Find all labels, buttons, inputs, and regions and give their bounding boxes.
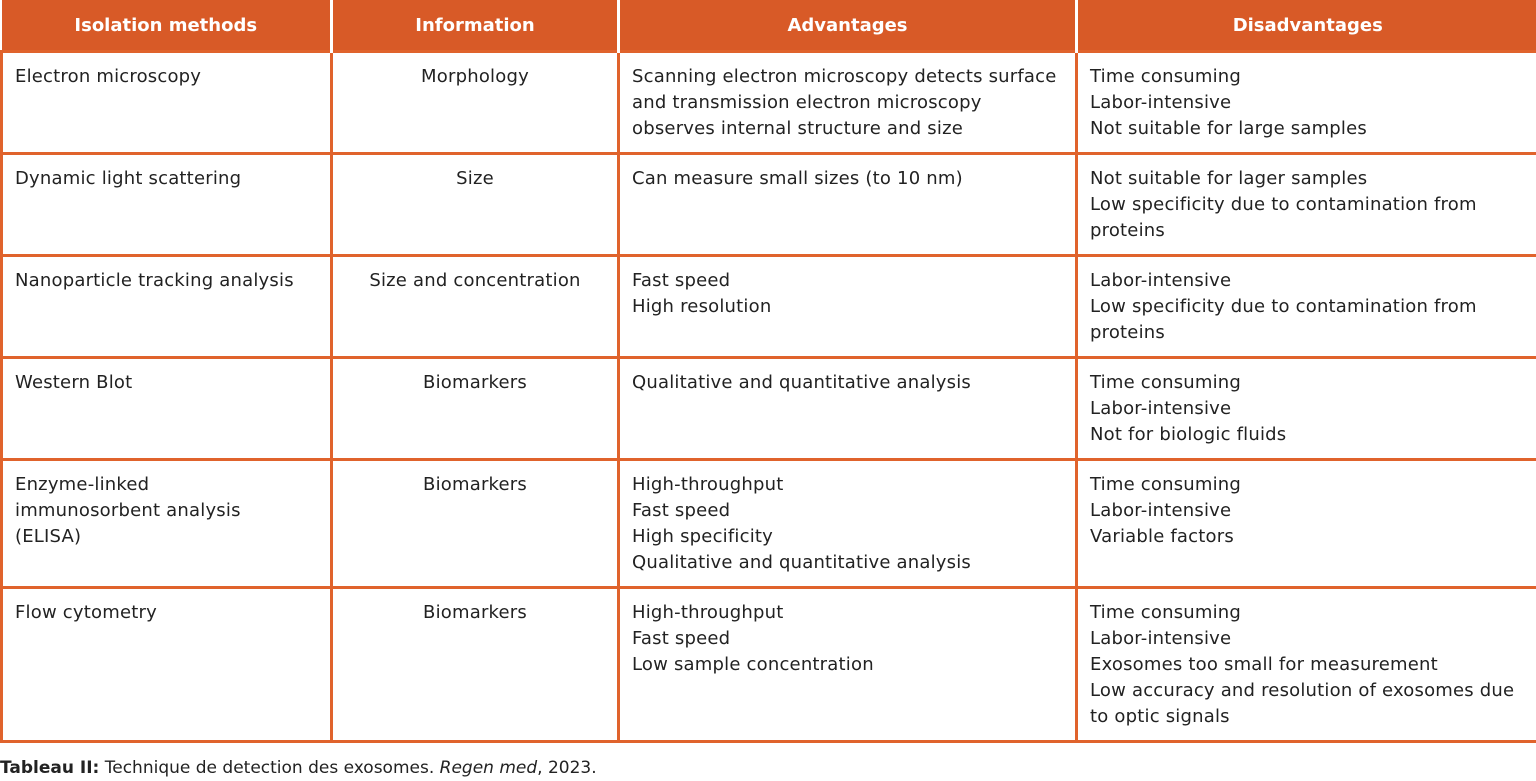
method-cell xyxy=(2,52,332,154)
disadvantage-line: Time consuming xyxy=(1090,372,1242,393)
table-header-row xyxy=(2,0,1536,52)
disadvantage-line: Labor-intensive xyxy=(1090,270,1232,291)
header-isolation-methods: Isolation methods xyxy=(2,0,332,52)
method-text: Nanoparticle tracking analysis xyxy=(15,270,294,291)
advantages-cell xyxy=(619,52,1077,154)
disadvantage-line: Low accuracy and resolution of exosomes due xyxy=(1090,680,1515,701)
disadvantage-line: Labor-intensive xyxy=(1090,398,1232,419)
disadvantage-line: Not for biologic fluids xyxy=(1090,424,1287,445)
advantage-line: Can measure small sizes (to 10 nm) xyxy=(632,168,963,189)
table-row xyxy=(2,358,1536,460)
advantage-line: observes internal structure and size xyxy=(632,118,963,139)
information-cell: Biomarkers xyxy=(332,460,619,588)
header-advantages: Advantages xyxy=(619,0,1077,52)
method-text: Dynamic light scattering xyxy=(15,168,242,189)
method-text: Enzyme-linked xyxy=(15,474,150,495)
advantage-line: Fast speed xyxy=(632,270,731,291)
disadvantages-cell xyxy=(1077,460,1536,588)
disadvantage-line: Labor-intensive xyxy=(1090,92,1232,113)
advantage-line: Low sample concentration xyxy=(632,654,874,675)
advantage-line: High specificity xyxy=(632,526,774,547)
advantage-line: High-throughput xyxy=(632,474,784,495)
disadvantage-line: proteins xyxy=(1090,220,1165,241)
disadvantage-line: Not suitable for lager samples xyxy=(1090,168,1368,189)
method-text: Electron microscopy xyxy=(15,66,202,87)
disadvantage-line: Variable factors xyxy=(1090,526,1234,547)
advantages-cell xyxy=(619,154,1077,256)
advantage-line: Qualitative and quantitative analysis xyxy=(632,552,971,573)
advantages-cell xyxy=(619,588,1077,742)
information-cell: Size xyxy=(332,154,619,256)
disadvantage-line: Time consuming xyxy=(1090,602,1242,623)
method-cell xyxy=(2,256,332,358)
method-text: Western Blot xyxy=(15,372,133,393)
advantages-cell xyxy=(619,460,1077,588)
method-cell xyxy=(2,358,332,460)
disadvantages-cell xyxy=(1077,358,1536,460)
disadvantages-cell xyxy=(1077,588,1536,742)
caption-source: Regen med xyxy=(439,758,538,778)
header-disadvantages: Disadvantages xyxy=(1077,0,1536,52)
table-row xyxy=(2,588,1536,742)
disadvantage-line: Labor-intensive xyxy=(1090,500,1232,521)
advantage-line: High resolution xyxy=(632,296,772,317)
disadvantage-line: Exosomes too small for measurement xyxy=(1090,654,1438,675)
disadvantage-line: Time consuming xyxy=(1090,474,1242,495)
table-row xyxy=(2,52,1536,154)
disadvantages-cell xyxy=(1077,154,1536,256)
method-text: Flow cytometry xyxy=(15,602,157,623)
caption-year: , 2023. xyxy=(537,758,597,778)
advantages-cell xyxy=(619,358,1077,460)
method-cell xyxy=(2,154,332,256)
advantages-cell xyxy=(619,256,1077,358)
table-row xyxy=(2,154,1536,256)
disadvantages-cell xyxy=(1077,256,1536,358)
information-cell: Morphology xyxy=(332,52,619,154)
table-row xyxy=(2,460,1536,588)
advantage-line: High-throughput xyxy=(632,602,784,623)
advantage-line: Scanning electron microscopy detects surface xyxy=(632,66,1057,87)
disadvantage-line: Low specificity due to contamination from xyxy=(1090,194,1477,215)
disadvantage-line: proteins xyxy=(1090,322,1165,343)
advantage-line: and transmission electron microscopy xyxy=(632,92,982,113)
method-text: (ELISA) xyxy=(15,526,82,547)
header-information: Information xyxy=(332,0,619,52)
table-row xyxy=(2,256,1536,358)
disadvantage-line: to optic signals xyxy=(1090,706,1230,727)
advantage-line: Fast speed xyxy=(632,628,731,649)
advantage-line: Qualitative and quantitative analysis xyxy=(632,372,971,393)
information-cell: Size and concentration xyxy=(332,256,619,358)
method-text: immunosorbent analysis xyxy=(15,500,241,521)
method-cell xyxy=(2,460,332,588)
information-cell: Biomarkers xyxy=(332,588,619,742)
disadvantage-line: Labor-intensive xyxy=(1090,628,1232,649)
disadvantages-cell xyxy=(1077,52,1536,154)
disadvantage-line: Low specificity due to contamination from xyxy=(1090,296,1477,317)
table-caption xyxy=(0,758,597,778)
disadvantage-line: Time consuming xyxy=(1090,66,1242,87)
disadvantage-line: Not suitable for large samples xyxy=(1090,118,1367,139)
caption-text: Technique de detection des exosomes. xyxy=(99,758,440,778)
caption-label: Tableau II: xyxy=(0,758,100,778)
advantage-line: Fast speed xyxy=(632,500,731,521)
method-cell xyxy=(2,588,332,742)
information-cell: Biomarkers xyxy=(332,358,619,460)
